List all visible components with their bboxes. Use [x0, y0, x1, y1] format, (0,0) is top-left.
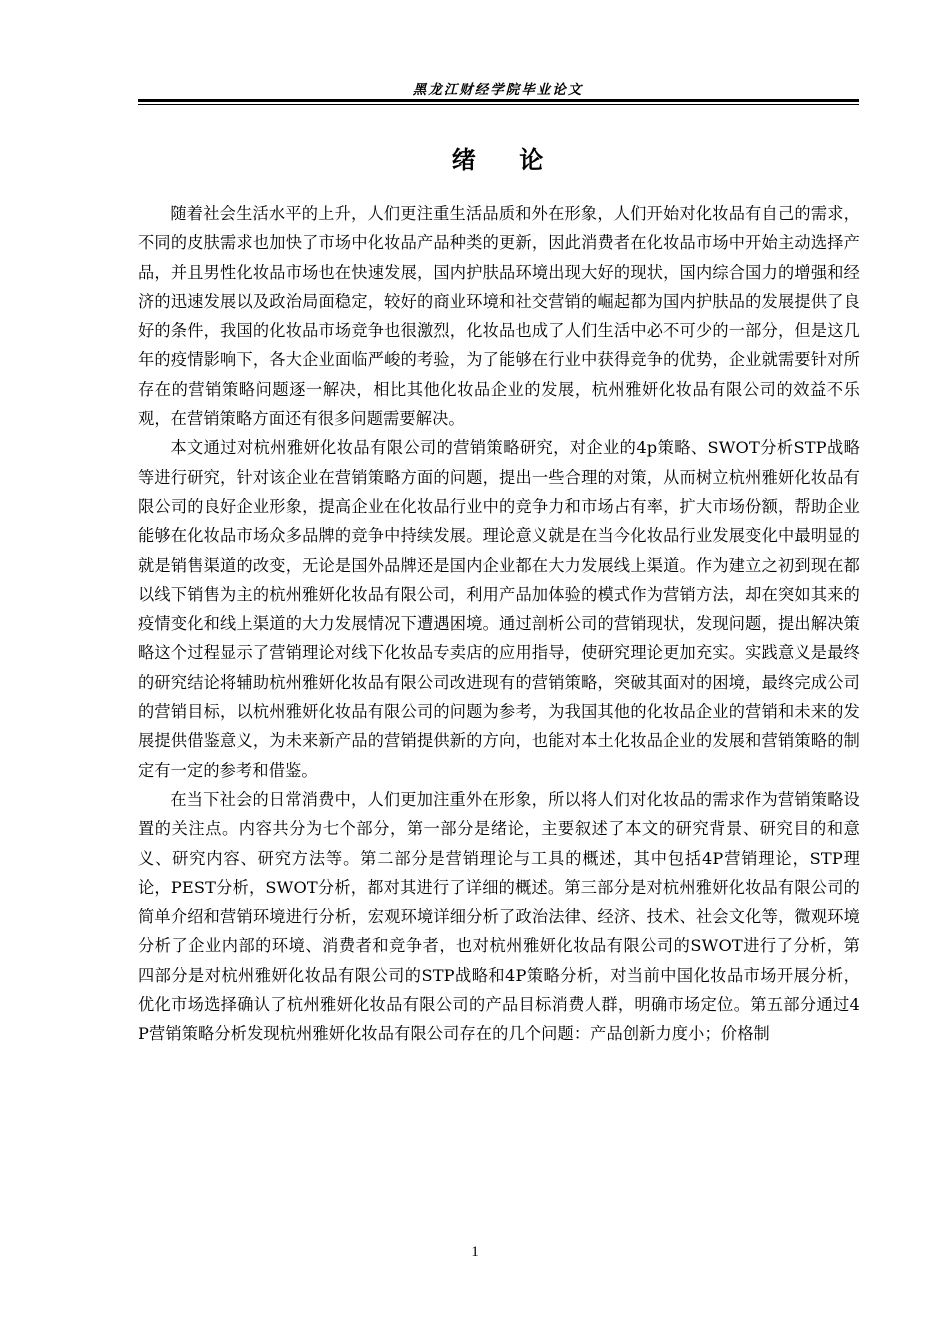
- paragraph: 在当下社会的日常消费中，人们更加注重外在形象，所以将人们对化妆品的需求作为营销策略设置的关注点。内容共分为七个部分，第一部分是绪论，主要叙述了本文的研究背景、研究目的和意义、研究内容、研究方法等。第二部分是营销理论与工具的概述，其中包括4P营销理论，STP理论，PEST分析，SWOT分析，都对其进行了详细的概述。第三部分是对杭州雅妍化妆品有限公司的简单介绍和营销环境进行分析，宏观环境详细分析了政治法律、经济、技术、社会文化等，微观环境分析了企业内部的环境、消费者和竞争者，也对杭州雅妍化妆品有限公司的SWOT进行了分析，第四部分是对杭州雅妍化妆品有限公司的STP战略和4P策略分析，对当前中国化妆品市场开展分析，优化市场选择确认了杭州雅妍化妆品有限公司的产品目标消费人群，明确市场定位。第五部分通过4P营销策略分析发现杭州雅妍化妆品有限公司存在的几个问题：产品创新力度小；价格制: [138, 789, 860, 1044]
- chapter-title: 绪 论: [451, 146, 546, 174]
- body-text: [138, 199, 860, 1049]
- running-header: 黑龙江财经学院毕业论文: [412, 82, 584, 98]
- header-rule-thin: [138, 104, 859, 105]
- paragraph: 随着社会生活水平的上升，人们更注重生活品质和外在形象，人们开始对化妆品有自己的需求，不同的皮肤需求也加快了市场中化妆品产品种类的更新，因此消费者在化妆品市场中开始主动选择产品，并且男性化妆品市场也在快速发展，国内护肤品环境出现大好的现状，国内综合国力的增强和经济的迅速发展以及政治局面稳定，较好的商业环境和社交营销的崛起都为国内护肤品的发展提供了良好的条件，我国的化妆品市场竞争也很激烈，化妆品也成了人们生活中必不可少的一部分，但是这几年的疫情影响下，各大企业面临严峻的考验，为了能够在行业中获得竞争的优势，企业就需要针对所存在的营销策略问题逐一解决，相比其他化妆品企业的发展，杭州雅妍化妆品有限公司的效益不乐观，在营销策略方面还有很多问题需要解决。: [138, 204, 860, 429]
- paragraph: 本文通过对杭州雅妍化妆品有限公司的营销策略研究，对企业的4p策略、SWOT分析STP战略等进行研究，针对该企业在营销策略方面的问题，提出一些合理的对策，从而树立杭州雅妍化妆品有限公司的良好企业形象，提高企业在化妆品行业中的竞争力和市场占有率，扩大市场份额，帮助企业能够在化妆品市场众多品牌的竞争中持续发展。理论意义就是在当今化妆品行业发展变化中最明显的就是销售渠道的改变，无论是国外品牌还是国内企业都在大力发展线上渠道。作为建立之初到现在都以线下销售为主的杭州雅妍化妆品有限公司，利用产品加体验的模式作为营销方法，却在突如其来的疫情变化和线上渠道的大力发展情况下遭遇困境。通过剖析公司的营销现状，发现问题，提出解决策略这个过程显示了营销理论对线下化妆品专卖店的应用指导，使研究理论更加充实。实践意义是最终的研究结论将辅助杭州雅妍化妆品有限公司改进现有的营销策略，突破其面对的困境，最终完成公司的营销目标，以杭州雅妍化妆品有限公司的问题为参考，为我国其他的化妆品企业的营销和未来的发展提供借鉴意义，为未来新产品的营销提供新的方向，也能对本土化妆品企业的发展和营销策略的制定有一定的参考和借鉴。: [138, 438, 860, 780]
- header-rule-thick: [138, 99, 859, 102]
- page-number: 1: [471, 1244, 479, 1260]
